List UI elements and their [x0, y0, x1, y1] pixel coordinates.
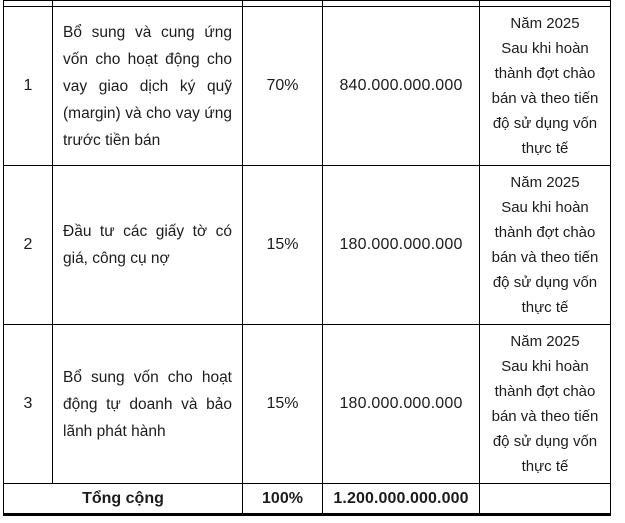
timing-detail: Sau khi hoàn thành đợt chào bán và theo tiến độ sử dụng vốn thực tế	[491, 199, 599, 316]
row-number-cell: 3	[4, 325, 53, 484]
row-number-cell: 2	[4, 166, 53, 325]
timing-cell	[480, 7, 611, 166]
percent-cell: 15%	[243, 166, 323, 325]
capital-use-plan-table	[3, 0, 611, 516]
row-number-cell: 1	[4, 7, 53, 166]
timing-cell	[480, 166, 611, 325]
table-row	[4, 7, 611, 166]
timing-year: Năm 2025	[510, 174, 580, 191]
percent-cell: 70%	[243, 7, 323, 166]
timing-year: Năm 2025	[510, 333, 580, 350]
total-percent-cell: 100%	[243, 484, 323, 515]
description-cell: Bổ sung vốn cho hoạt động tự doanh và bảo lãnh phát hành	[53, 325, 243, 484]
timing-year: Năm 2025	[510, 15, 580, 32]
timing-detail: Sau khi hoàn thành đợt chào bán và theo tiến độ sử dụng vốn thực tế	[491, 40, 599, 157]
total-label-cell: Tổng cộng	[4, 484, 243, 515]
description-cell: Bổ sung và cung ứng vốn cho hoạt động cho vay giao dịch ký quỹ (margin) và cho vay ứng trước tiền bán	[53, 7, 243, 166]
description-cell: Đầu tư các giấy tờ có giá, công cụ nợ	[53, 166, 243, 325]
table-total-row	[4, 484, 611, 515]
total-amount-cell: 1.200.000.000.000	[323, 484, 480, 515]
timing-detail: Sau khi hoàn thành đợt chào bán và theo tiến độ sử dụng vốn thực tế	[491, 358, 599, 475]
amount-cell: 180.000.000.000	[323, 325, 480, 484]
table-row	[4, 325, 611, 484]
table-row	[4, 166, 611, 325]
total-empty-cell	[480, 484, 611, 515]
timing-cell	[480, 325, 611, 484]
amount-cell: 180.000.000.000	[323, 166, 480, 325]
percent-cell: 15%	[243, 325, 323, 484]
amount-cell: 840.000.000.000	[323, 7, 480, 166]
